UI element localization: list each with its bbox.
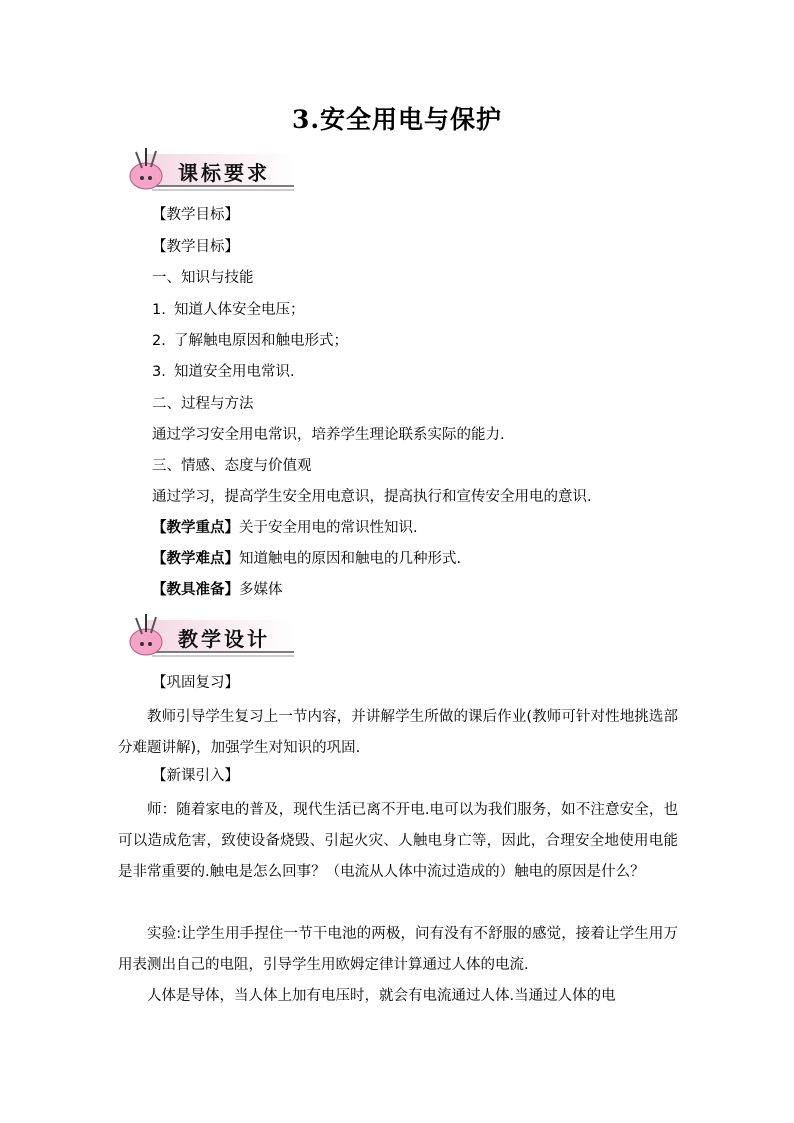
difficulty-label: 【教学难点】 xyxy=(152,551,239,567)
key-points-label: 【教学重点】 xyxy=(152,520,239,536)
intro-paragraph: 师：随着家电的普及，现代生活已离不开电.电可以为我们服务，如不注意安全，也可以造成危害，致使设备烧毁、引起火灾、人触电身亡等，因此，合理安全地使用电能是非常重要的.触电是怎么回事？（电流从人体中流过造成的）触电的原因是什么？ xyxy=(118,802,678,880)
emotion-heading: 三、情感、态度与价值观 xyxy=(152,458,312,474)
tools xyxy=(152,580,283,600)
tools-text: 多媒体 xyxy=(239,582,283,598)
review-heading: 【巩固复习】 xyxy=(152,675,239,691)
section-banner-design xyxy=(118,612,298,662)
banner-label: 教学设计 xyxy=(178,627,270,651)
review-paragraph: 教师引导学生复习上一节内容，并讲解学生所做的课后作业(教师可针对性地挑选部分难题讲解)，加强学生对知识的巩固. xyxy=(118,709,678,756)
list-text: 知道安全用电常识. xyxy=(174,364,295,380)
key-points-text: 关于安全用电的常识性知识. xyxy=(239,520,418,536)
banner-label: 课标要求 xyxy=(178,161,270,185)
experiment-paragraph: 实验:让学生用手捏住一节干电池的两极，问有没有不舒服的感觉，接着让学生用万用表测出自己的电阻，引导学生用欧姆定律计算通过人体的电流. xyxy=(118,926,678,973)
body-paragraph: 人体是导体，当人体上加有电压时，就会有电流通过人体.当通过人体的电 xyxy=(147,988,616,1004)
difficulty xyxy=(152,549,461,569)
goal-heading: 【教学目标】 xyxy=(152,207,239,223)
section-banner-curriculum xyxy=(118,146,298,196)
goal-heading: 【教学目标】 xyxy=(152,239,239,255)
tools-label: 【教具准备】 xyxy=(152,582,239,598)
page-title: 3.安全用电与保护 xyxy=(291,105,503,134)
process-heading: 二、过程与方法 xyxy=(152,396,254,412)
list-number: 3. xyxy=(152,364,166,380)
list-item xyxy=(152,362,295,382)
difficulty-text: 知道触电的原因和触电的几种形式. xyxy=(239,551,462,567)
list-text: 知道人体安全电压； xyxy=(174,302,305,318)
list-number: 2. xyxy=(152,333,166,349)
emotion-text: 通过学习，提高学生安全用电意识，提高执行和宣传安全用电的意识. xyxy=(152,489,592,505)
list-item xyxy=(152,300,305,320)
process-text: 通过学习安全用电常识，培养学生理论联系实际的能力. xyxy=(152,427,505,443)
intro-heading: 【新课引入】 xyxy=(152,768,239,784)
list-number: 1. xyxy=(152,302,166,318)
knowledge-heading: 一、知识与技能 xyxy=(152,270,254,286)
list-text: 了解触电原因和触电形式； xyxy=(174,333,348,349)
list-item xyxy=(152,331,348,351)
key-points xyxy=(152,518,418,538)
